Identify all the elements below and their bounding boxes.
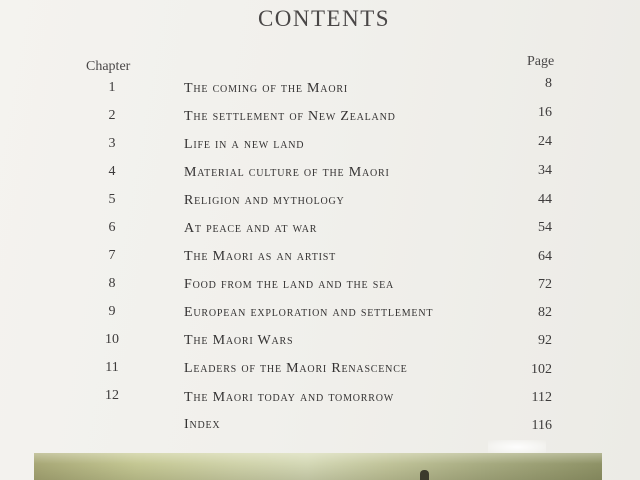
- page-number: 102: [531, 362, 552, 377]
- page-number: 34: [538, 163, 552, 178]
- landscape-photo-shading: [34, 453, 602, 480]
- page-number: 116: [531, 418, 552, 433]
- toc-row-12: [0, 388, 640, 408]
- toc-row-2: [0, 105, 640, 128]
- chapter-title: European exploration and settlement: [184, 305, 434, 320]
- chapter-number: 12: [105, 388, 119, 403]
- figure-silhouette: [420, 470, 429, 480]
- page-title: CONTENTS: [257, 6, 391, 31]
- chapter-number: 4: [108, 164, 116, 179]
- chapter-title: Index: [184, 417, 221, 432]
- page-number: 8: [545, 76, 552, 91]
- toc-row-6: [0, 220, 640, 240]
- chapter-number: 10: [105, 332, 119, 347]
- chapter-number: 6: [108, 220, 116, 235]
- toc-row-5: [0, 192, 640, 212]
- chapter-title: Food from the land and the sea: [184, 277, 395, 292]
- chapter-title: The Maori today and tomorrow: [184, 390, 394, 405]
- toc-row-7: [0, 248, 640, 268]
- chapter-title: Leaders of the Maori Renascence: [184, 361, 408, 376]
- page-number: 24: [538, 134, 552, 149]
- page-number: 54: [538, 220, 552, 235]
- chapter-title: The Maori as an artist: [184, 249, 336, 264]
- toc-row-index: [0, 416, 640, 436]
- page-number: 64: [538, 249, 552, 264]
- chapter-title: Material culture of the Maori: [184, 165, 390, 180]
- toc-row-3: [0, 136, 640, 156]
- chapter-number: 2: [108, 108, 116, 123]
- chapter-number: 9: [108, 304, 116, 319]
- chapter-number: 5: [108, 192, 116, 207]
- page-number: 44: [538, 192, 552, 207]
- page-number: 16: [538, 105, 552, 120]
- chapter-number: 7: [108, 248, 116, 263]
- toc-row-11: [0, 360, 640, 380]
- paper-wear-mark: [488, 440, 546, 454]
- chapter-number: 1: [108, 80, 116, 95]
- toc-row-8: [0, 276, 640, 296]
- toc-row-9: [0, 304, 640, 324]
- chapter-column-header: Chapter: [86, 59, 131, 74]
- page-number: 112: [531, 390, 552, 405]
- chapter-number: 8: [108, 276, 116, 291]
- chapter-title: Life in a new land: [184, 137, 305, 152]
- page-number: 82: [538, 305, 552, 320]
- chapter-title: The settlement of New Zealand: [184, 109, 396, 124]
- page-column-header: Page: [527, 54, 555, 69]
- page-number: 92: [538, 333, 552, 348]
- toc-row-10: [0, 332, 640, 352]
- chapter-number: 11: [105, 360, 119, 375]
- chapter-title: The coming of the Maori: [184, 81, 348, 96]
- toc-row-4: [0, 164, 640, 184]
- page-number: 72: [538, 277, 552, 292]
- chapter-title: Religion and mythology: [184, 193, 345, 208]
- chapter-title: At peace and at war: [184, 221, 318, 236]
- chapter-number: 3: [108, 136, 116, 151]
- toc-row-1: [0, 76, 640, 100]
- chapter-title: The Maori Wars: [184, 333, 294, 348]
